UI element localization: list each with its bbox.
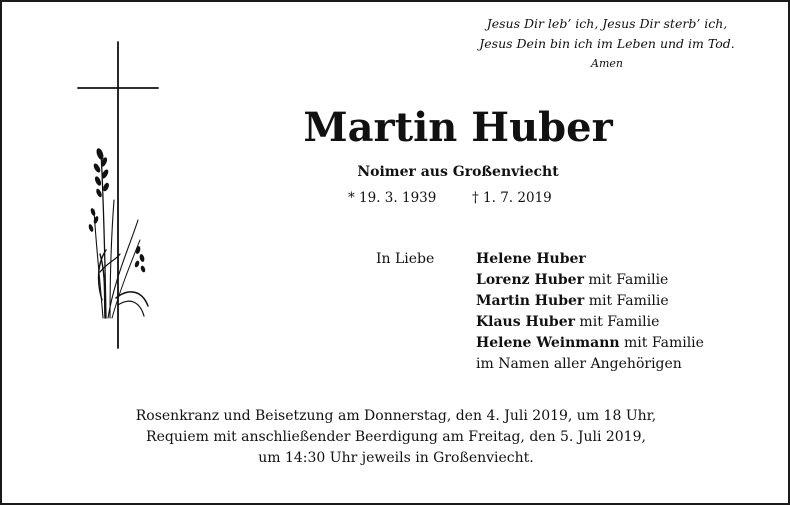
mourners-list: [476, 249, 704, 375]
quote-line-2: Jesus Dein bin ich im Leben und im Tod.: [479, 36, 735, 51]
mourners-intro: In Liebe: [376, 251, 435, 267]
funeral-line-3: um 14:30 Uhr jeweils in Großenviecht.: [258, 450, 534, 466]
mourner-suffix: mit Familie: [619, 335, 704, 351]
mourner-name: Lorenz Huber: [476, 272, 584, 288]
mourner-row: [476, 333, 704, 354]
mourner-name: Klaus Huber: [476, 314, 575, 330]
mourner-row: [476, 354, 704, 375]
mourner-name: Martin Huber: [476, 293, 585, 309]
mourner-suffix: mit Familie: [583, 272, 669, 288]
mourner-suffix: mit Familie: [574, 314, 660, 330]
funeral-line-2: Requiem mit anschließender Beerdigung am Freitag, den 5. Juli 2019,: [146, 429, 646, 445]
mourner-suffix: mit Familie: [584, 293, 669, 309]
quote-amen: Amen: [591, 57, 623, 70]
funeral-details: [92, 406, 700, 469]
mourner-suffix: im Namen aller Angehörigen: [476, 356, 682, 372]
mourner-name: Helene Huber: [476, 251, 586, 267]
house-name: Noimer aus Großenviecht: [357, 164, 559, 180]
funeral-line-1: Rosenkranz und Beisetzung am Donnerstag, den 4. Juli 2019, um 18 Uhr,: [135, 408, 657, 424]
cross-with-grass-icon: [72, 40, 167, 350]
mourner-name: Helene Weinmann: [476, 335, 620, 351]
mourner-row: [476, 291, 704, 312]
deceased-name: Martin Huber: [303, 104, 613, 151]
mourner-row: [476, 312, 704, 333]
mourner-row: [476, 270, 704, 291]
death-date: † 1. 7. 2019: [472, 190, 552, 206]
quote-line-1: Jesus Dir leb’ ich, Jesus Dir sterb’ ich,: [486, 16, 728, 31]
mourner-row: [476, 249, 704, 270]
birth-date: * 19. 3. 1939: [348, 190, 437, 206]
prayer-quote: [442, 14, 772, 74]
